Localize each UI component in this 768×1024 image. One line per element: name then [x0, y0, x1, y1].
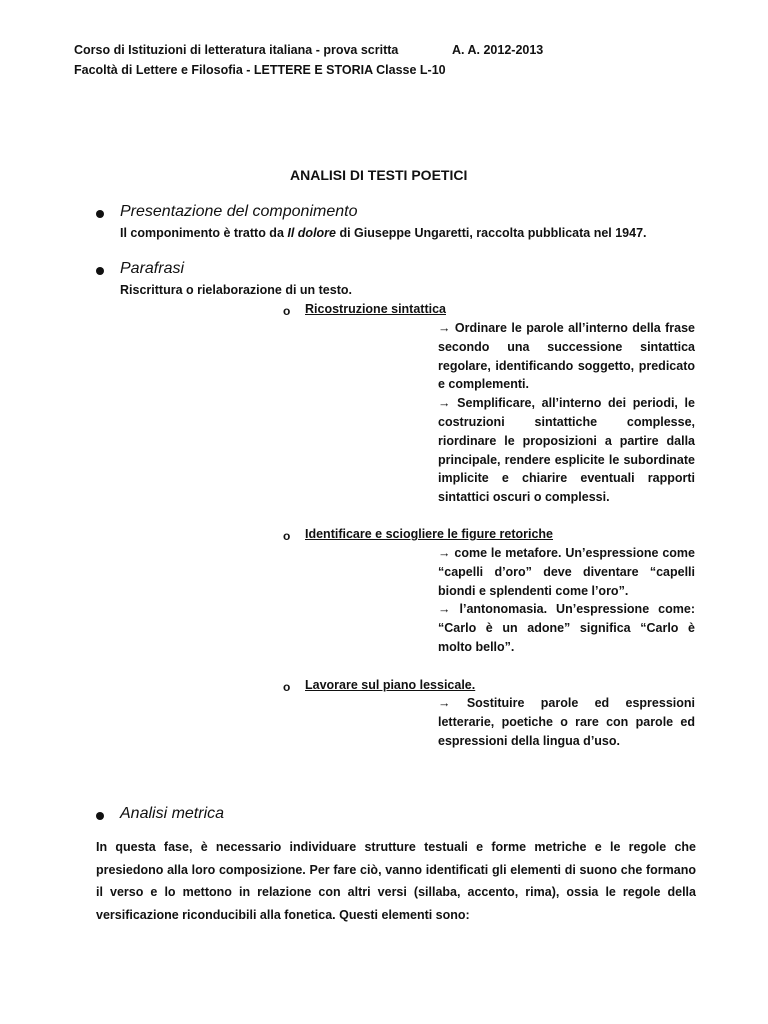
subheading-piano-lessicale: Lavorare sul piano lessicale.: [305, 678, 476, 692]
section-body-parafrasi: Riscrittura o rielaborazione di un testo.: [120, 283, 352, 297]
paragraph: → Semplificare, all’interno dei periodi, le costruzioni sintattiche complesse, riordinare le proposizioni a partire dalla principale, rendere esplicite le subordinate implicite e chiarire eventuali rapporti sintattici oscuri o complessi.: [438, 396, 695, 505]
paragraph: → come le metafore. Un’espressione come “capelli d’oro” deve diventare “capelli biondi e splendenti come l’oro”.: [438, 546, 695, 598]
header-year: A. A. 2012-2013: [452, 43, 544, 57]
section-heading-parafrasi: Parafrasi: [120, 260, 185, 277]
header-course: Corso di Istituzioni di letteratura italiana - prova scritta: [74, 43, 399, 57]
body-text: di Giuseppe Ungaretti, raccolta pubblicata nel 1947.: [336, 226, 647, 240]
sub-bullet-icon: o: [283, 680, 291, 694]
body-text: Il componimento è tratto da: [120, 226, 288, 240]
subheading-ricostruzione: Ricostruzione sintattica: [305, 302, 446, 316]
subsection-text-ricostruzione: [438, 319, 695, 507]
paragraph: → l’antonomasia. Un’espressione come: “Carlo è un adone” significa “Carlo è molto bello”.: [438, 602, 695, 654]
paragraph: → Ordinare le parole all’interno della frase secondo una successione sintattica regolare, identificando soggetto, predicato e complementi.: [438, 321, 695, 392]
section-heading-presentazione: Presentazione del componimento: [120, 203, 358, 220]
paragraph: → Sostituire parole ed espressioni letterarie, poetiche o rare con parole ed espressioni della lingua d’uso.: [438, 696, 695, 748]
section-body-presentazione: [120, 226, 647, 240]
subheading-figure-retoriche: Identificare e sciogliere le figure retoriche: [305, 527, 554, 541]
header-faculty: Facoltà di Lettere e Filosofia - LETTERE E STORIA Classe L-10: [74, 63, 446, 77]
subsection-text-piano-lessicale: [438, 694, 695, 750]
section-body-metrica: In questa fase, è necessario individuare strutture testuali e forme metriche e le regole che presiedono alla loro composizione. Per fare ciò, vanno identificati gli elementi di suono che formano il verso e lo mettono in relazione con altri versi (sillaba, accento, rima), ossia le regole della versificazione riconducibili alla fonetica. Questi elementi sono:: [96, 840, 696, 922]
bullet-icon: [96, 210, 104, 218]
book-title: Il dolore: [287, 226, 336, 240]
document-title: ANALISI DI TESTI POETICI: [290, 167, 468, 183]
sub-bullet-icon: o: [283, 529, 291, 543]
section-heading-metrica: Analisi metrica: [120, 805, 225, 822]
subsection-text-figure-retoriche: [438, 544, 695, 657]
bullet-icon: [96, 267, 104, 275]
bullet-icon: [96, 812, 104, 820]
sub-bullet-icon: o: [283, 304, 291, 318]
